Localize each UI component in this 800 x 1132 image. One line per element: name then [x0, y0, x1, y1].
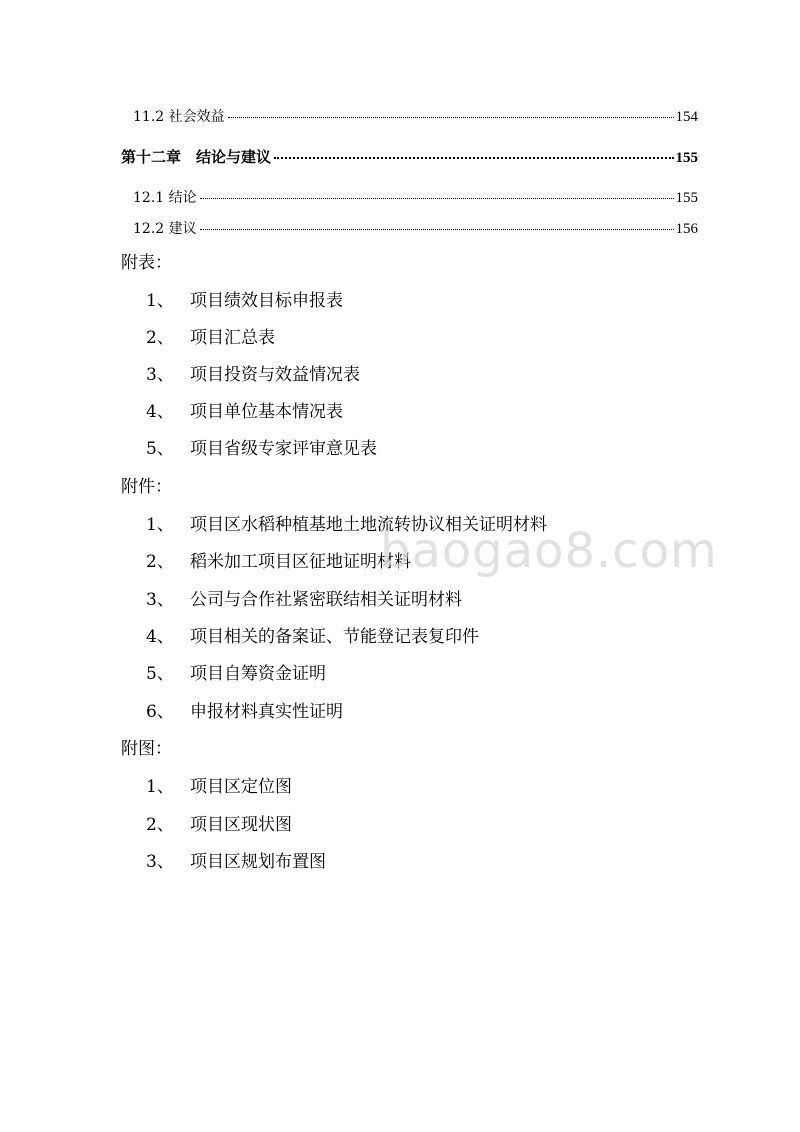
list-item-number: 6、	[146, 702, 174, 722]
list-item-text: 项目相关的备案证、节能登记表复印件	[190, 627, 479, 647]
toc-page-number: 155	[675, 190, 698, 206]
toc-entry-chapter-12[interactable]	[121, 148, 698, 167]
list-item-number: 2、	[146, 815, 174, 835]
toc-entry-12-1[interactable]	[133, 189, 698, 207]
list-item-text: 项目投资与效益情况表	[190, 365, 360, 385]
list-item-text: 项目区水稻种植基地土地流转协议相关证明材料	[190, 515, 547, 535]
list-item-text: 项目自筹资金证明	[190, 664, 326, 684]
watermark: baogao8.com	[380, 523, 718, 579]
appendix-tables-heading: 附表：	[121, 253, 172, 273]
list-item-number: 2、	[146, 552, 174, 572]
list-item-number: 1、	[146, 515, 174, 535]
toc-page-number: 154	[675, 109, 698, 125]
list-item	[146, 327, 275, 349]
list-item	[146, 814, 292, 836]
toc-entry-label: 12.1 结论	[133, 190, 197, 206]
toc-page-number: 156	[675, 221, 698, 237]
toc-entry-12-2[interactable]	[133, 220, 698, 238]
list-item-text: 项目区现状图	[190, 815, 292, 835]
list-item-text: 项目汇总表	[190, 328, 275, 348]
list-item	[146, 364, 360, 386]
list-item-number: 1、	[146, 777, 174, 797]
list-item	[146, 401, 343, 423]
list-item-number: 5、	[146, 439, 174, 459]
list-item-text: 项目单位基本情况表	[190, 402, 343, 422]
list-item	[146, 551, 411, 573]
list-item-number: 2、	[146, 328, 174, 348]
toc-leader	[274, 157, 673, 159]
list-item-number: 4、	[146, 402, 174, 422]
list-item-text: 项目省级专家评审意见表	[190, 439, 377, 459]
list-item-number: 5、	[146, 664, 174, 684]
attachments-heading: 附件：	[121, 477, 172, 497]
toc-leader	[200, 229, 674, 230]
toc-entry-label: 12.2 建议	[133, 221, 197, 237]
list-item	[146, 701, 343, 723]
toc-entry-11-2[interactable]	[133, 108, 698, 126]
list-item-number: 4、	[146, 627, 174, 647]
list-item	[146, 776, 292, 798]
list-item-number: 3、	[146, 590, 174, 610]
list-item	[146, 589, 462, 611]
list-item	[146, 851, 326, 873]
toc-entry-label: 11.2 社会效益	[133, 109, 225, 125]
list-item	[146, 290, 343, 312]
toc-page-number: 155	[675, 150, 698, 166]
list-item-number: 3、	[146, 365, 174, 385]
list-item-number: 3、	[146, 852, 174, 872]
list-item-text: 项目绩效目标申报表	[190, 291, 343, 311]
appendix-figures-heading: 附图：	[121, 739, 172, 759]
list-item	[146, 438, 377, 460]
toc-leader	[200, 198, 674, 199]
list-item-text: 项目区规划布置图	[190, 852, 326, 872]
list-item-text: 项目区定位图	[190, 777, 292, 797]
list-item	[146, 663, 326, 685]
list-item-number: 1、	[146, 291, 174, 311]
list-item-text: 公司与合作社紧密联结相关证明材料	[190, 590, 462, 610]
list-item-text: 稻米加工项目区征地证明材料	[190, 552, 411, 572]
list-item	[146, 626, 479, 648]
toc-entry-label: 第十二章 结论与建议	[121, 148, 272, 166]
toc-leader	[228, 117, 674, 118]
list-item-text: 申报材料真实性证明	[190, 702, 343, 722]
